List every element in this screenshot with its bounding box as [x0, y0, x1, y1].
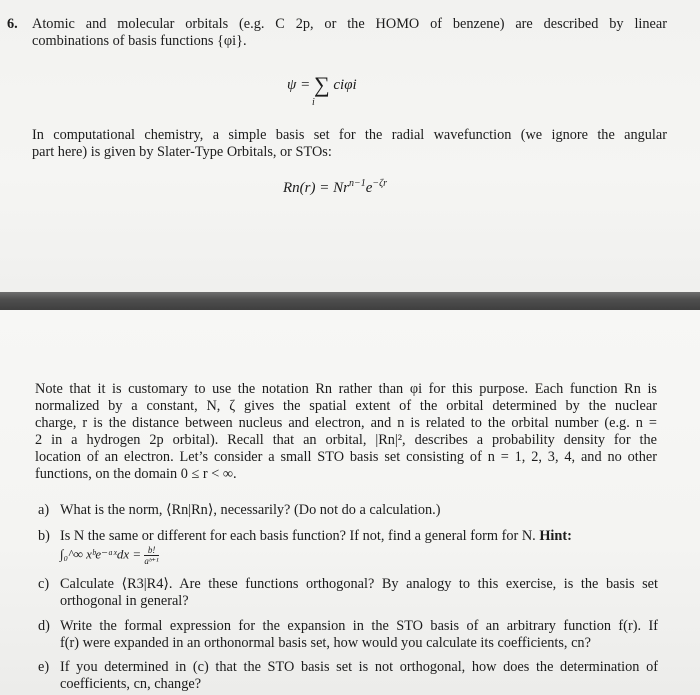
question-e-label: e) [38, 659, 50, 675]
page-divider-bar [0, 292, 700, 310]
question-a-text: What is the norm, ⟨Rn|Rn⟩, necessarily? (Do not do a calculation.) [60, 502, 441, 518]
eq2-mid: e [365, 180, 373, 196]
hint-integral: ∫₀^∞ xᵇe⁻ᵃˣdx = [60, 546, 142, 562]
eq2-exponent-2: −ζr [372, 178, 388, 189]
note-line-6: functions, on the domain 0 ≤ r < ∞. [35, 466, 237, 482]
question-d-label: d) [38, 618, 50, 634]
question-e-line-2: coefficients, cn, change? [60, 676, 202, 692]
question-b-text [60, 528, 572, 545]
question-c-label: c) [38, 576, 50, 592]
sum-symbol: ∑ [313, 72, 330, 97]
question-b-body: Is N the same or different for each basis function? If not, find a general form for N. [60, 528, 536, 544]
sum-index: i [312, 97, 315, 108]
question-a-label: a) [38, 502, 50, 518]
hint-fraction [144, 545, 158, 566]
equation-sto [283, 178, 387, 197]
intro-line-1: Atomic and molecular orbitals (e.g. C 2p, or the HOMO of benzene) are described by linear [32, 16, 667, 32]
note-line-3: charge, r is the distance between nucleus and electron, and n is related to the orbital number (e.g. n = [35, 415, 657, 431]
eq1-rhs: ciφi [333, 77, 357, 93]
eq2-exponent: n−1 [348, 178, 366, 189]
note-line-4: 2 in a hydrogen 2p orbital). Recall that an orbital, |Rn|², describes a probability density for the [35, 432, 657, 448]
paragraph-2-line-2: part here) is given by Slater-Type Orbitals, or STOs: [32, 144, 332, 160]
question-e-line-1: If you determined in (c) that the STO basis set is not orthogonal, how does the determination of [60, 659, 658, 675]
hint-fraction-numerator: b! [144, 545, 158, 556]
question-d-line-2: f(r) were expanded in an orthonormal basis set, how would you calculate its coefficients, cn? [60, 635, 591, 651]
equation-linear-combination [287, 72, 357, 98]
hint-integral-formula [60, 545, 159, 566]
problem-number: 6. [7, 16, 18, 32]
question-c-line-2: orthogonal in general? [60, 593, 189, 609]
question-b-hint-label: Hint: [539, 528, 572, 544]
paragraph-2-line-1: In computational chemistry, a simple basis set for the radial wavefunction (we ignore the angular [32, 127, 667, 143]
eq2-lhs: Rn(r) = Nr [283, 180, 349, 196]
note-line-5: location of an electron. Let’s consider a small STO basis set consisting of n = 1, 2, 3, 4, and no other [35, 449, 657, 465]
eq1-lhs: ψ = [287, 77, 314, 93]
question-d-line-1: Write the formal expression for the expansion in the STO basis of an arbitrary function f(r). If [60, 618, 658, 634]
question-c-line-1: Calculate ⟨R3|R4⟩. Are these functions orthogonal? By analogy to this exercise, is the basis set [60, 576, 658, 592]
intro-line-2: combinations of basis functions {φi}. [32, 33, 247, 49]
note-line-1: Note that it is customary to use the notation Rn rather than φi for this purpose. Each function Rn is [35, 381, 657, 397]
question-b-label: b) [38, 528, 50, 544]
note-line-2: normalized by a constant, N, ζ gives the spatial extent of the orbital determined by the nuclear [35, 398, 657, 414]
hint-fraction-denominator: aᵇ⁺¹ [144, 556, 159, 566]
